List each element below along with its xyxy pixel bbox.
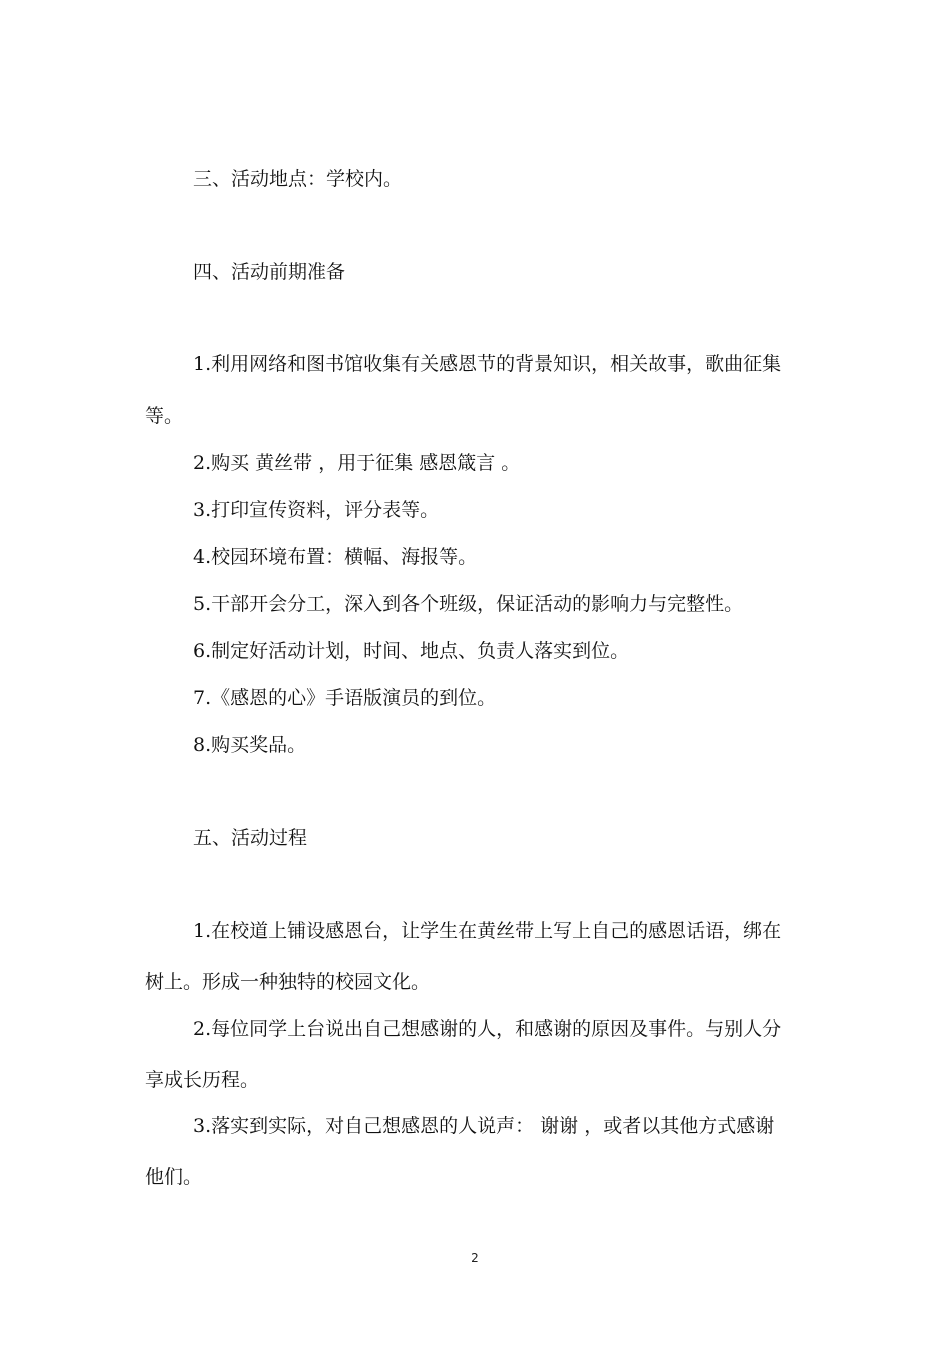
prep-item-4: 4.校园环境布置：横幅、海报等。 — [193, 546, 478, 568]
section-4-heading: 四、活动前期准备 — [193, 261, 346, 283]
prep-item-8: 8.购买奖品。 — [193, 734, 307, 756]
page-number: 2 — [471, 1251, 479, 1265]
prep-item-2: 2.购买 黄丝带 ，用于征集 感恩箴言 。 — [193, 452, 521, 474]
section-5-heading: 五、活动过程 — [193, 827, 308, 849]
prep-item-6: 6.制定好活动计划，时间、地点、负责人落实到位。 — [193, 640, 630, 662]
section-3-heading: 三、活动地点：学校内。 — [193, 168, 403, 190]
process-item-2-line-2: 享成长历程。 — [145, 1069, 260, 1091]
prep-item-5: 5.干部开会分工，深入到各个班级，保证活动的影响力与完整性。 — [193, 593, 744, 615]
prep-item-1-line-1: 1.利用网络和图书馆收集有关感恩节的背景知识，相关故事，歌曲征集 — [193, 353, 782, 375]
process-item-1-line-2: 树上。形成一种独特的校园文化。 — [145, 971, 431, 993]
prep-item-3: 3.打印宣传资料，评分表等。 — [193, 499, 440, 521]
process-item-3-line-1: 3.落实到实际，对自己想感恩的人说声： 谢谢 ，或者以其他方式感谢 — [193, 1115, 775, 1137]
prep-item-7: 7.《感恩的心》手语版演员的到位。 — [193, 687, 497, 709]
process-item-2-line-1: 2.每位同学上台说出自己想感谢的人，和感谢的原因及事件。与别人分 — [193, 1018, 782, 1040]
process-item-3-line-2: 他们。 — [145, 1166, 203, 1188]
process-item-1-line-1: 1.在校道上铺设感恩台，让学生在黄丝带上写上自己的感恩话语，绑在 — [193, 920, 782, 942]
prep-item-1-line-2: 等。 — [145, 405, 184, 427]
